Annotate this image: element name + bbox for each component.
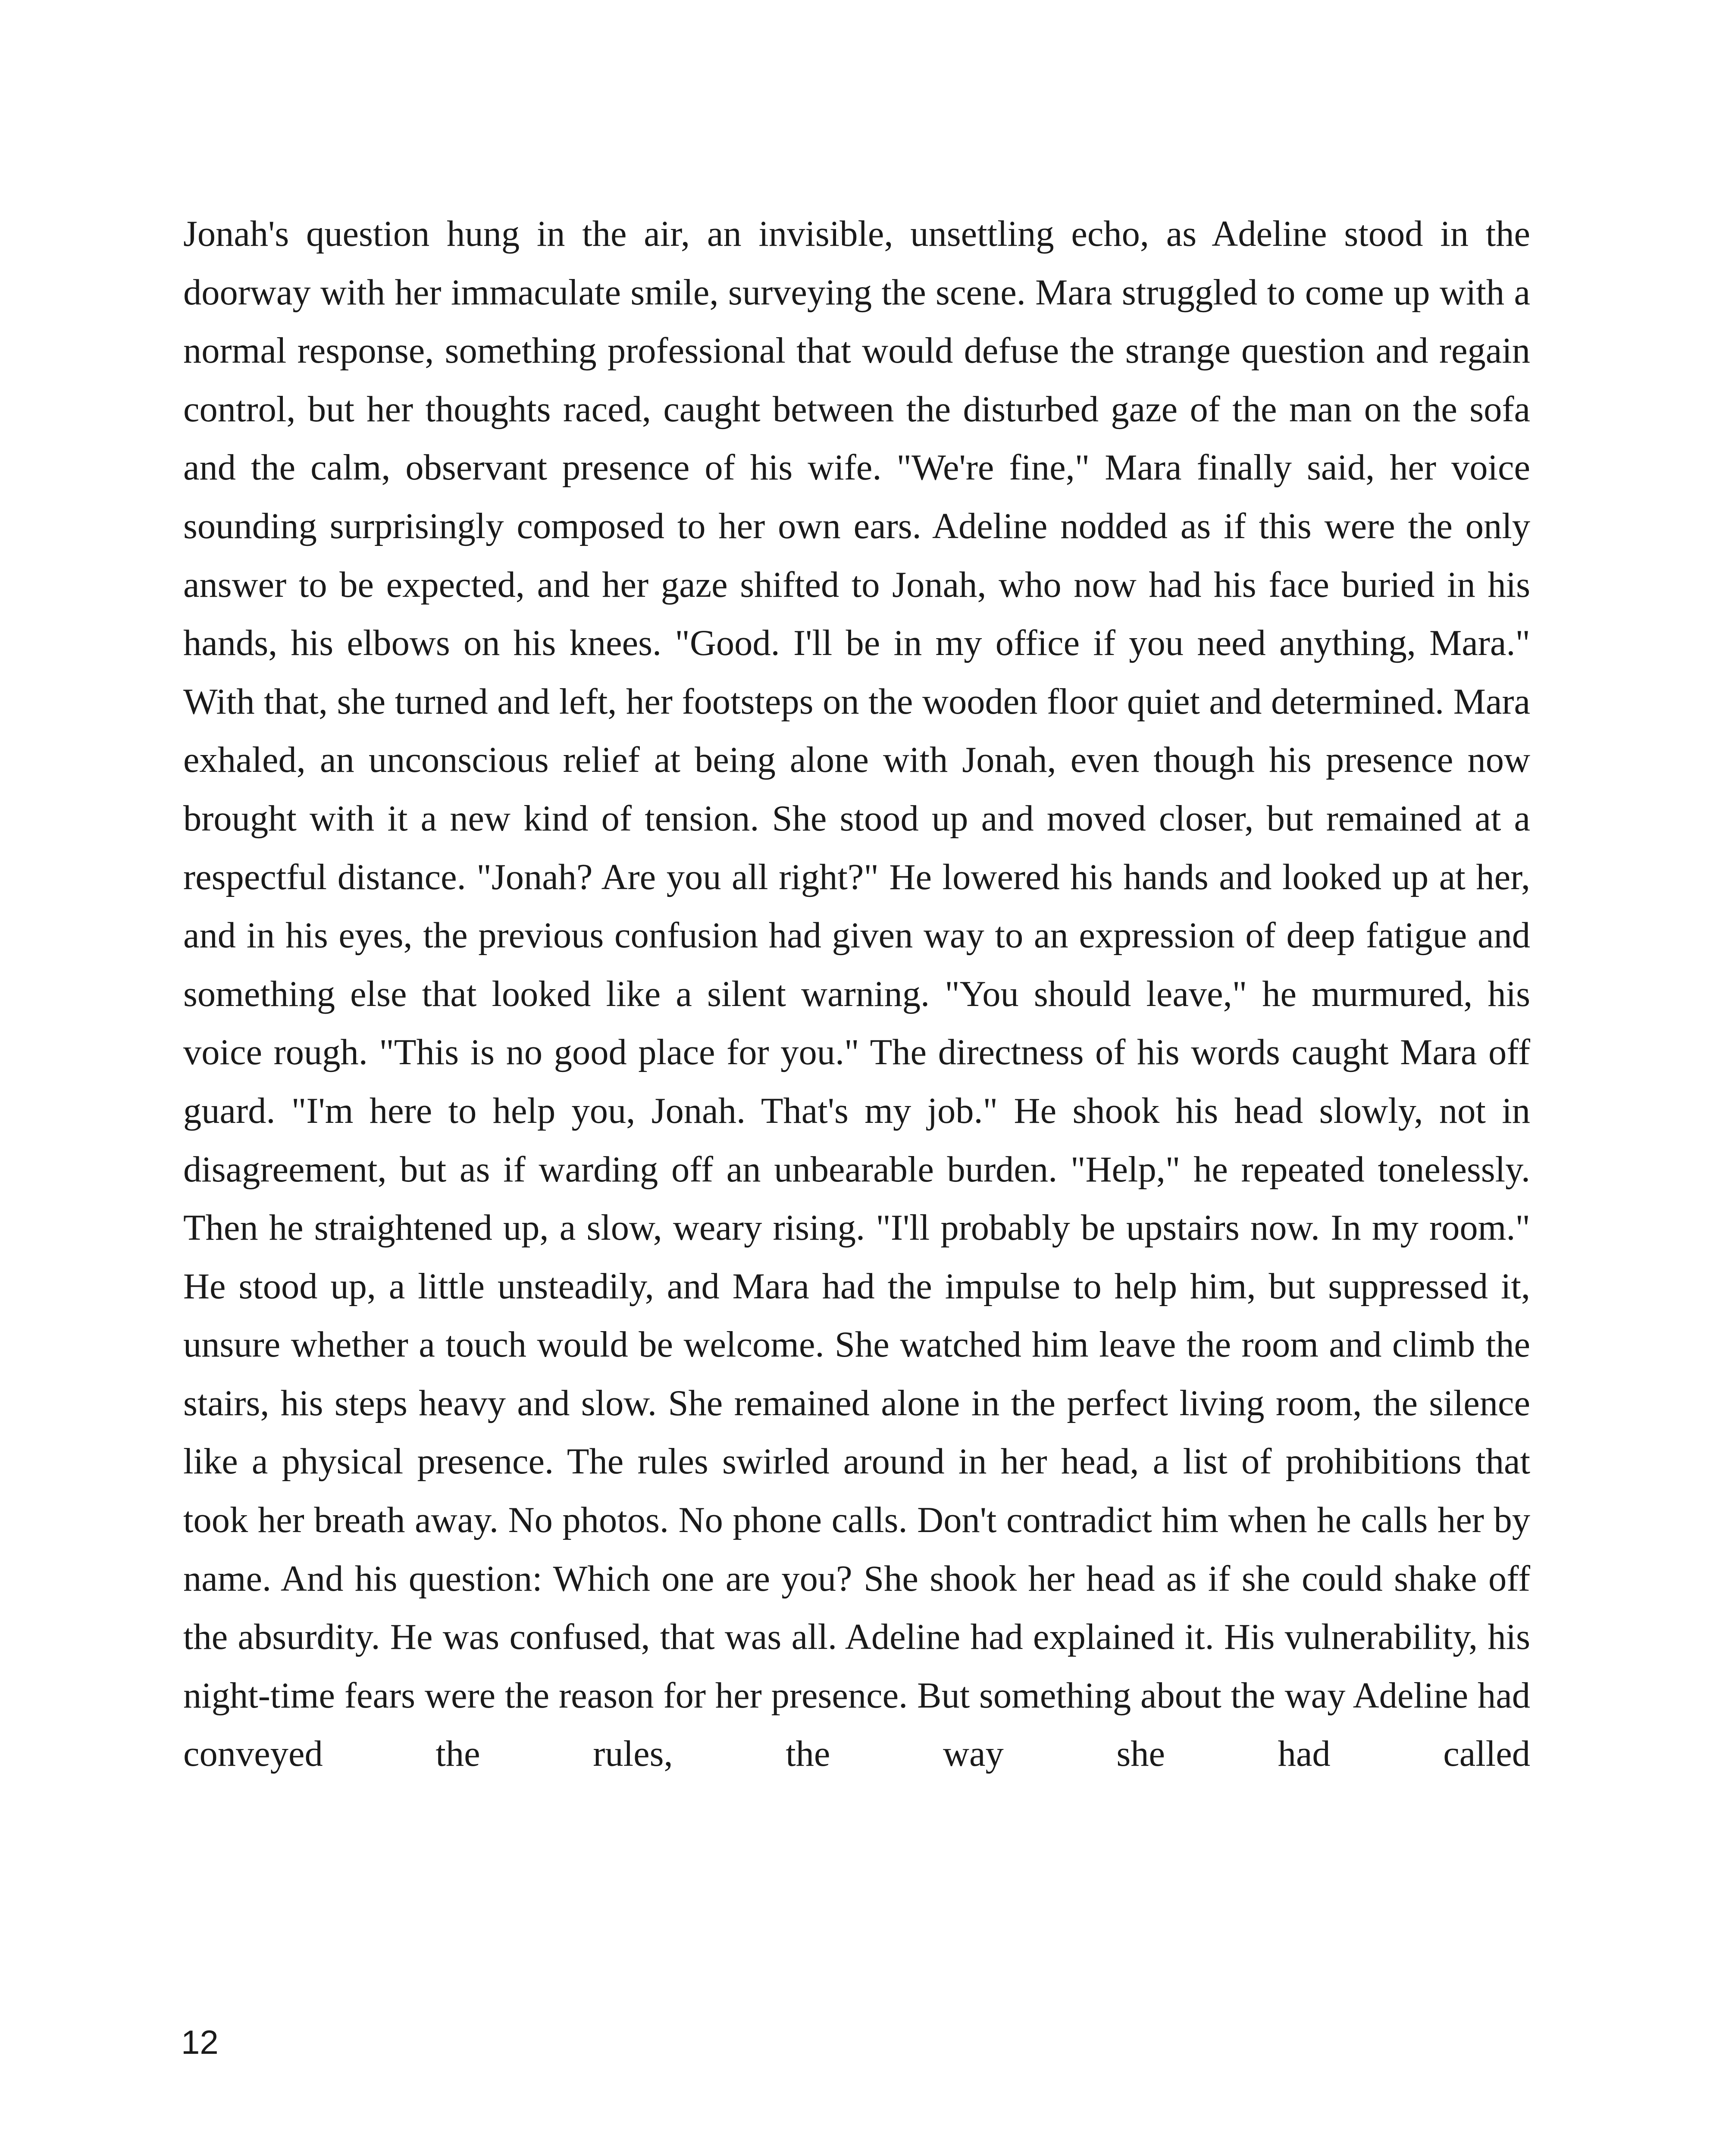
page-number: 12 <box>181 2023 219 2061</box>
body-paragraph: Jonah's question hung in the air, an invisible, unsettling echo, as Adeline stood in the doorway with her immaculate smile, surveying the scene. Mara struggled to come up with a normal response, something professional that would defuse the strange question and regain control, but her thoughts raced, caught between the disturbed gaze of the man on the sofa and the calm, observant presence of his wife. "We're fine," Mara finally said, her voice sounding surprisingly composed to her own ears. Adeline nodded as if this were the only answer to be expected, and her gaze shifted to Jonah, who now had his face buried in his hands, his elbows on his knees. "Good. I'll be in my office if you need anything, Mara." With that, she turned and left, her footsteps on the wooden floor quiet and determined. Mara exhaled, an unconscious relief at being alone with Jonah, even though his presence now brought with it a new kind of tension. She stood up and moved closer, but remained at a respectful distance. "Jonah? Are you all right?" He lowered his hands and looked up at her, and in his eyes, the previous confusion had given way to an expression of deep fatigue and something else that looked like a silent warning. "You should leave," he murmured, his voice rough. "This is no good place for you." The directness of his words caught Mara off guard. "I'm here to help you, Jonah. That's my job." He shook his head slowly, not in disagreement, but as if warding off an unbearable burden. "Help," he repeated tonelessly. Then he straightened up, a slow, weary rising. "I'll probably be upstairs now. In my room." He stood up, a little unsteadily, and Mara had the impulse to help him, but suppressed it, unsure whether a touch would be welcome. She watched him leave the room and climb the stairs, his steps heavy and slow. She remained alone in the perfect living room, the silence like a physical presence. The rules swirled around in her head, a list of prohibitions that took her breath away. No photos. No phone calls. Don't contradict him when he calls her by name. And his question: Which one are you? She shook her head as if she could shake off the absurdity. He was confused, that was all. Adeline had explained it. His vulnerability, his night-time fears were the reason for her presence. But something about the way Adeline had conveyed the rules, the way she had called <box>183 214 1530 1774</box>
